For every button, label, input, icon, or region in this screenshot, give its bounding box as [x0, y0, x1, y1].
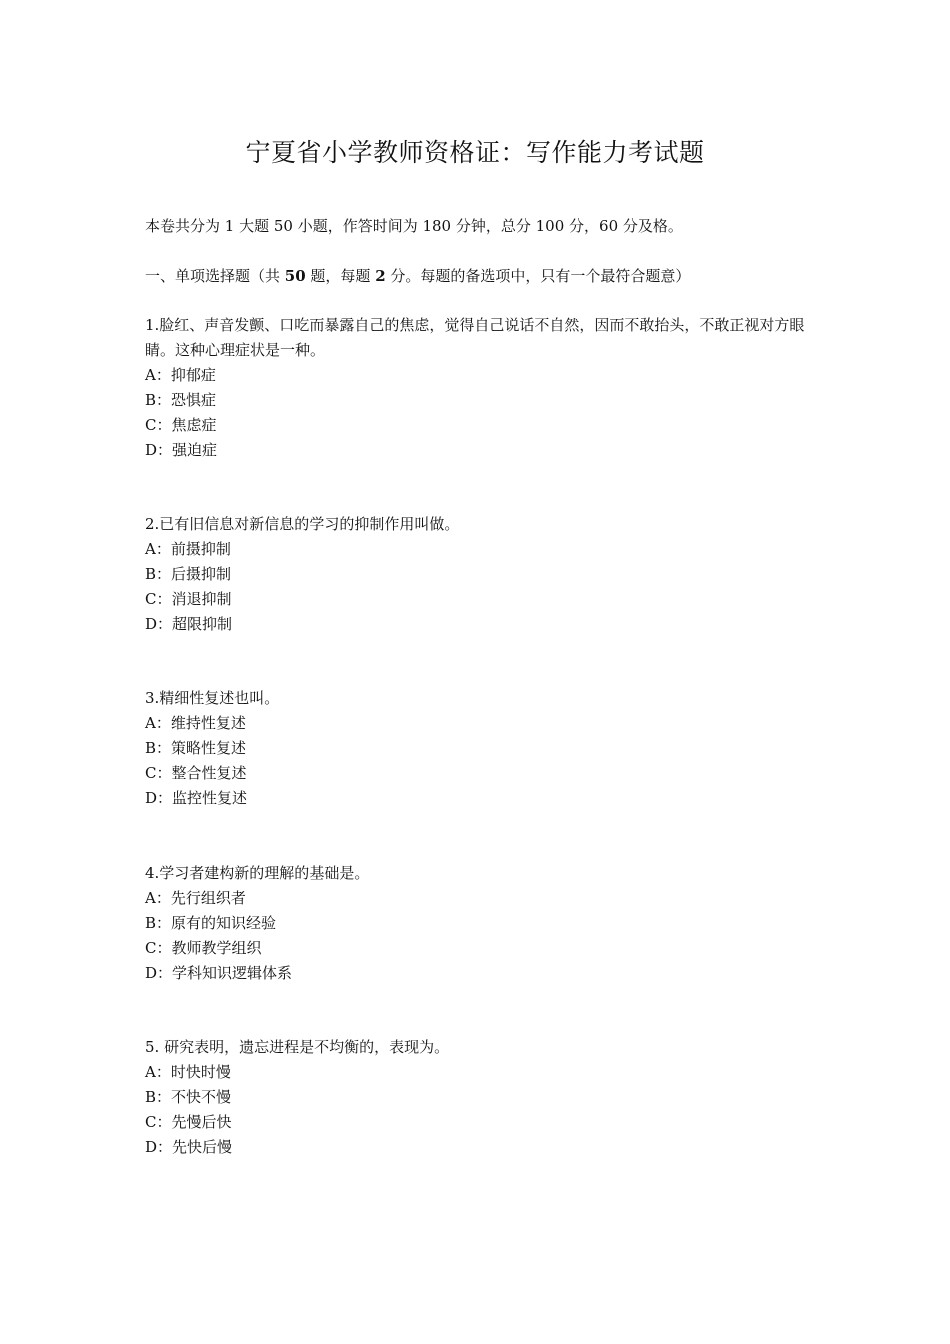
option-a[interactable]: A：时快时慢 [145, 1063, 231, 1081]
exam-intro: 本卷共分为 1 大题 50 小题，作答时间为 180 分钟，总分 100 分，60 分及格。 [145, 217, 683, 235]
option-c[interactable]: C：先慢后快 [145, 1113, 232, 1131]
question-stem: 4.学习者建构新的理解的基础是。 [145, 864, 370, 882]
option-d[interactable]: D：监控性复述 [145, 789, 248, 807]
document-title [0, 136, 950, 170]
section-heading [145, 264, 825, 288]
option-d[interactable]: D：强迫症 [145, 441, 218, 459]
option-b[interactable]: B：恐惧症 [145, 391, 217, 409]
option-b[interactable]: B：原有的知识经验 [145, 914, 277, 932]
question-5 [145, 1035, 815, 1160]
section-suffix: 分。每题的备选项中，只有一个最符合题意） [385, 267, 691, 285]
question-stem: 5. 研究表明，遗忘进程是不均衡的，表现为。 [145, 1038, 450, 1056]
section-middle: 题，每题 [305, 267, 376, 285]
question-3 [145, 686, 815, 811]
question-1 [145, 313, 815, 463]
option-b[interactable]: B：后摄抑制 [145, 565, 232, 583]
section-points: 2 [375, 267, 386, 285]
option-c[interactable]: C：教师教学组织 [145, 939, 262, 957]
option-d[interactable]: D：先快后慢 [145, 1138, 233, 1156]
question-stem: 1.脸红、声音发颤、口吃而暴露自己的焦虑，觉得自己说话不自然，因而不敢抬头，不敢正视对方眼睛。这种心理症状是一种。 [145, 316, 805, 359]
option-b[interactable]: B：不快不慢 [145, 1088, 232, 1106]
question-2 [145, 512, 815, 637]
option-d[interactable]: D：超限抑制 [145, 615, 233, 633]
option-a[interactable]: A：抑郁症 [145, 366, 216, 384]
section-count: 50 [284, 267, 306, 285]
option-b[interactable]: B：策略性复述 [145, 739, 247, 757]
option-d[interactable]: D：学科知识逻辑体系 [145, 964, 293, 982]
section-prefix: 一、单项选择题（共 [145, 267, 285, 285]
question-stem: 3.精细性复述也叫。 [145, 689, 280, 707]
option-a[interactable]: A：维持性复述 [145, 714, 246, 732]
option-a[interactable]: A：先行组织者 [145, 889, 246, 907]
option-c[interactable]: C：消退抑制 [145, 590, 232, 608]
option-c[interactable]: C：整合性复述 [145, 764, 247, 782]
question-4 [145, 861, 815, 986]
title-text: 宁夏省小学教师资格证：写作能力考试题 [245, 138, 705, 167]
question-stem: 2.已有旧信息对新信息的学习的抑制作用叫做。 [145, 515, 460, 533]
option-a[interactable]: A：前摄抑制 [145, 540, 231, 558]
option-c[interactable]: C：焦虑症 [145, 416, 217, 434]
